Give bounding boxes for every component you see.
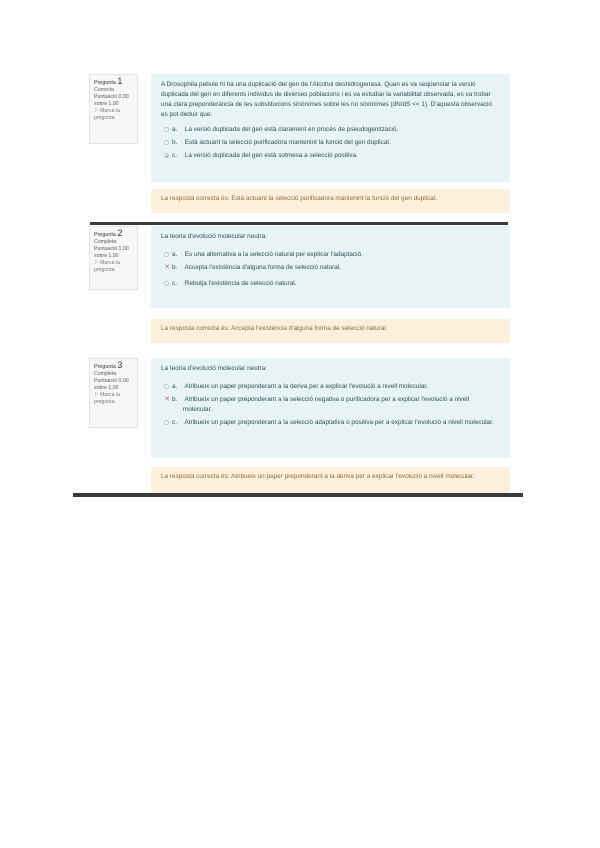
answer-option-a[interactable] (161, 125, 500, 135)
option-text: Està actuant la selecció purificadora mantenint la funció del gen duplicat. (184, 139, 391, 146)
flag-question-link[interactable] (94, 108, 137, 122)
option-letter: c. (172, 280, 177, 287)
question-score: Puntuació 1,00 sobre 1,00 (94, 246, 129, 259)
page-divider (90, 222, 508, 225)
answer-option-c[interactable] (161, 279, 500, 289)
question-score: Puntuació 0,00 sobre 1,00 (94, 94, 129, 107)
flag-question-link[interactable] (94, 260, 137, 274)
question-text: La teoria d'evolució molecular neutra: (161, 233, 268, 240)
incorrect-x-icon: ✕ (164, 264, 170, 271)
question-label: Pregunta (94, 364, 116, 370)
question-3-content (151, 358, 510, 458)
radio-button[interactable] (164, 127, 169, 132)
option-letter: b. (172, 396, 178, 403)
option-text: Atribueix un paper preponderant a la deriva per a explicar l'evolució a nivell molecular. (184, 383, 428, 390)
page-bottom-divider (73, 493, 523, 497)
option-letter: c. (172, 152, 177, 159)
question-2-feedback (151, 319, 510, 343)
radio-button-selected[interactable] (164, 153, 169, 158)
option-text: La versió duplicada del gen està clarament en procés de pseudogenització. (184, 126, 399, 133)
question-1-feedback (151, 189, 510, 213)
option-text: Atribueix un paper preponderant a la selecció negativa o purificadora per a explicar l'evolució a nivell molecular. (183, 396, 470, 413)
question-3-feedback (151, 467, 510, 493)
answer-option-b[interactable] (161, 395, 500, 415)
correct-answer-text: La resposta correcta és: Atribueix un paper preponderant a la deriva per a explicar l'evolució a nivell molecular. (161, 473, 475, 480)
option-letter: b. (172, 139, 178, 146)
flag-icon: ⚐ (94, 392, 99, 398)
option-text: Rebutja l'existència de selecció natural. (184, 280, 297, 287)
option-text: Accepta l'existència d'alguna forma de selecció natural. (184, 264, 342, 271)
question-number: 3 (117, 360, 123, 370)
question-2-content (151, 226, 510, 308)
radio-button[interactable] (164, 281, 169, 286)
question-number: 2 (117, 228, 123, 238)
question-text: A Drosophila pebule hi ha una duplicació del gen de l'Alcohol deshidrogenasa. Quan es va seqüenciar la versió duplicada del gen en diferents individus de diverses poblacions i es va estudiar la variabilitat observada, es va trobar una clara preponderància de les substitucions sinònimes sobre les no sinònimes (dN/dS << 1). D'aquesta observació es pot deduir que: (161, 81, 492, 118)
question-number: 1 (117, 76, 123, 86)
question-status: Completa (94, 371, 117, 377)
option-letter: a. (172, 251, 178, 258)
radio-button[interactable] (164, 140, 169, 145)
option-letter: a. (172, 126, 178, 133)
question-1-info (89, 74, 138, 144)
radio-button[interactable] (164, 420, 169, 425)
question-1-content (151, 74, 510, 182)
option-letter: b. (172, 264, 178, 271)
option-text: Atribueix un paper preponderant a la selecció adaptativa o positiva per a explicar l'evolució a nivell molecular. (184, 419, 494, 426)
answer-option-c[interactable] (161, 151, 500, 161)
question-status: Correcta (94, 87, 114, 93)
question-1-title (94, 78, 137, 87)
option-letter: c. (172, 419, 177, 426)
flag-icon: ⚐ (94, 260, 99, 266)
answer-option-c[interactable] (161, 418, 500, 428)
question-3-title (94, 362, 137, 371)
question-text: La teoria d'evolució molecular neutra: (161, 365, 268, 372)
answer-option-b[interactable] (161, 263, 500, 273)
option-text: La versió duplicada del gen està sotmesa a selecció positiva. (184, 152, 358, 159)
question-2-info (89, 226, 138, 290)
question-label: Pregunta (94, 80, 116, 86)
flag-label: Marca la pregunta (94, 260, 121, 273)
question-2-title (94, 230, 137, 239)
answer-option-a[interactable] (161, 382, 500, 392)
question-label: Pregunta (94, 232, 116, 238)
correct-answer-text: La resposta correcta és: Accepta l'existència d'alguna forma de selecció natural. (161, 325, 388, 332)
question-3-info (89, 358, 138, 428)
question-score: Puntuació 0,00 sobre 1,00 (94, 378, 129, 391)
correct-answer-text: La resposta correcta és: Està actuant la selecció purificadora mantenint la funció del gen duplicat. (161, 195, 438, 202)
answer-option-a[interactable] (161, 250, 500, 260)
radio-button[interactable] (164, 252, 169, 257)
flag-icon: ⚐ (94, 108, 99, 114)
question-status: Completa (94, 239, 117, 245)
flag-question-link[interactable] (94, 392, 137, 406)
option-text: Es una alternativa a la selecció natural per explicar l'adaptació. (184, 251, 363, 258)
incorrect-x-icon: ✕ (164, 396, 170, 403)
flag-label: Marca la pregunta (94, 392, 121, 405)
option-letter: a. (172, 383, 178, 390)
flag-label: Marca la pregunta (94, 108, 121, 121)
radio-button[interactable] (164, 384, 169, 389)
answer-option-b[interactable] (161, 138, 500, 148)
